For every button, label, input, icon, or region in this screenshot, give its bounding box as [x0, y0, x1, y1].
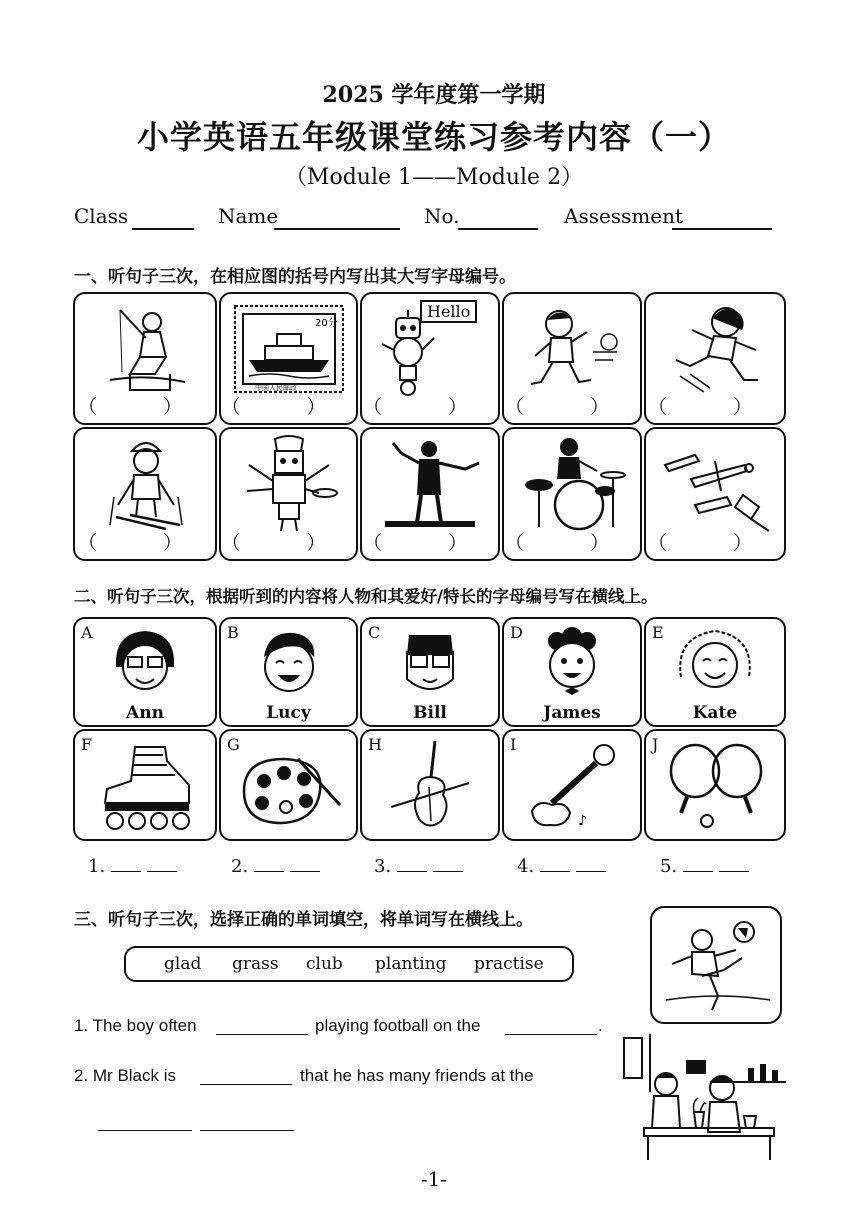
- answer-5[interactable]: 5.: [660, 856, 749, 877]
- class-field[interactable]: [132, 228, 194, 230]
- sentence-1-middle: playing football on the: [315, 1016, 481, 1035]
- word-option: glad: [164, 954, 202, 974]
- blank-1a[interactable]: [216, 1034, 308, 1035]
- person-card-bill: [360, 617, 500, 727]
- picture-stamp-ship: [219, 292, 358, 425]
- name-label: Name: [218, 204, 279, 228]
- module-range: （Module 1——Module 2）: [284, 165, 584, 190]
- tai-chi-icon: [375, 433, 485, 533]
- curly-hair-face-icon: [537, 627, 607, 699]
- person-name: Lucy: [266, 703, 311, 723]
- person-card-james: [502, 617, 642, 727]
- model-plane-icon: [655, 435, 775, 533]
- sentence-2-start: 2. Mr Black is: [74, 1066, 177, 1085]
- chef-robot-icon: [239, 435, 339, 533]
- picture-skiing-girl: [73, 427, 217, 561]
- picture-fishing-boy: [73, 292, 217, 425]
- picture-drummer: [502, 427, 642, 561]
- answer-3[interactable]: 3.: [374, 856, 463, 877]
- hobby-card-violin: [360, 729, 500, 841]
- skiing-icon: [100, 435, 190, 533]
- robot-icon: [378, 308, 438, 398]
- girl-glasses-face-icon: [110, 627, 180, 699]
- word-option: practise: [474, 954, 544, 974]
- answer-parens[interactable]: （ ）: [647, 396, 783, 418]
- answer-parens[interactable]: （ ）: [221, 532, 356, 554]
- fishing-icon: [100, 302, 190, 394]
- option-letter: A: [81, 623, 93, 642]
- smiling-face-icon: [254, 627, 324, 699]
- word-option: planting: [375, 954, 447, 974]
- assessment-field[interactable]: [672, 228, 772, 230]
- option-letter: G: [227, 735, 240, 754]
- answer-2[interactable]: 2.: [231, 856, 320, 877]
- answer-4[interactable]: 4.: [517, 856, 606, 877]
- option-letter: J: [652, 735, 659, 754]
- curly-girl-face-icon: [675, 627, 755, 699]
- option-letter: D: [510, 623, 523, 642]
- picture-model-planes: [644, 427, 786, 561]
- answer-parens[interactable]: （ ）: [221, 396, 356, 418]
- student-info-line: [74, 204, 774, 234]
- person-card-lucy: [219, 617, 358, 727]
- answer-parens[interactable]: （ ）: [504, 532, 640, 554]
- person-card-ann: [73, 617, 217, 727]
- option-letter: E: [652, 623, 664, 642]
- answer-parens[interactable]: （ ）: [77, 396, 213, 418]
- word-bank: [124, 946, 574, 982]
- option-letter: H: [368, 735, 382, 754]
- blank-2b[interactable]: [98, 1130, 192, 1131]
- option-letter: C: [368, 623, 381, 642]
- option-letter: F: [81, 735, 93, 754]
- boy-glasses-face-icon: [395, 627, 465, 699]
- sentence-2-middle: that he has many friends at the: [300, 1066, 534, 1085]
- class-label: Class: [74, 204, 129, 228]
- option-letter: B: [227, 623, 239, 642]
- word-option: grass: [232, 954, 279, 974]
- section3-instruction: 三、听句子三次，选择正确的单词填空，将单词写在横线上。: [74, 910, 533, 930]
- football-player-icon: [662, 914, 774, 1020]
- term-heading: 2025 学年度第一学期: [322, 82, 546, 108]
- answer-parens[interactable]: （ ）: [362, 396, 498, 418]
- football-picture: [650, 906, 782, 1024]
- hobby-card-roller-skates: [73, 729, 217, 841]
- answer-parens[interactable]: （ ）: [362, 532, 498, 554]
- svg-text:中国人民邮政: 中国人民邮政: [254, 384, 297, 392]
- assessment-label: Assessment: [564, 204, 684, 228]
- answer-parens[interactable]: （ ）: [647, 532, 783, 554]
- blank-2c[interactable]: [200, 1130, 294, 1131]
- blank-1b[interactable]: [505, 1034, 597, 1035]
- blank-2a[interactable]: [200, 1084, 292, 1085]
- running-icon: [517, 302, 627, 398]
- hobby-card-ping-pong: [644, 729, 786, 841]
- answer-parens[interactable]: （ ）: [504, 396, 640, 418]
- answer-1[interactable]: 1.: [88, 856, 177, 877]
- section1-instruction: 一、听句子三次，在相应图的括号内写出其大写字母编号。: [74, 267, 516, 287]
- person-card-kate: [644, 617, 786, 727]
- answer-parens[interactable]: （ ）: [77, 532, 213, 554]
- option-letter: I: [510, 735, 517, 754]
- person-name: James: [543, 703, 601, 723]
- name-field[interactable]: [274, 228, 400, 230]
- planting-club-picture: [620, 1032, 788, 1162]
- number-label: No.: [424, 204, 460, 228]
- violin-icon: [385, 737, 475, 833]
- microphone-icon: [522, 739, 622, 833]
- picture-robot-hello: [360, 292, 500, 425]
- page-title: 小学英语五年级课堂练习参考内容（一）: [136, 118, 731, 156]
- roller-skate-icon: [95, 741, 195, 833]
- music-note-icon: ♪: [578, 813, 587, 829]
- person-name: Kate: [692, 703, 738, 723]
- page-number: -1-: [420, 1167, 448, 1191]
- paint-palette-icon: [234, 745, 344, 831]
- picture-jumping-girl: [644, 292, 786, 425]
- person-name: Bill: [413, 703, 447, 723]
- stamp-icon: [229, 302, 349, 398]
- drums-icon: [517, 435, 627, 533]
- picture-tai-chi-man: [360, 427, 500, 561]
- sentence-1-start: 1. The boy often: [74, 1016, 197, 1035]
- section2-instruction: 二、听句子三次，根据听到的内容将人物和其爱好/特长的字母编号写在横线上。: [74, 587, 658, 606]
- picture-robot-chef: [219, 427, 358, 561]
- jumping-icon: [660, 300, 770, 398]
- word-option: club: [306, 954, 343, 974]
- hobby-card-painting: [219, 729, 358, 841]
- hobby-card-singing: [502, 729, 642, 841]
- picture-running-boy: [502, 292, 642, 425]
- speech-bubble: Hello: [420, 300, 477, 323]
- person-name: Ann: [126, 703, 164, 723]
- number-field[interactable]: [458, 228, 538, 230]
- sentence-1-end: .: [598, 1016, 603, 1035]
- ping-pong-bats-icon: [665, 737, 765, 833]
- svg-text:20分: 20分: [314, 318, 338, 329]
